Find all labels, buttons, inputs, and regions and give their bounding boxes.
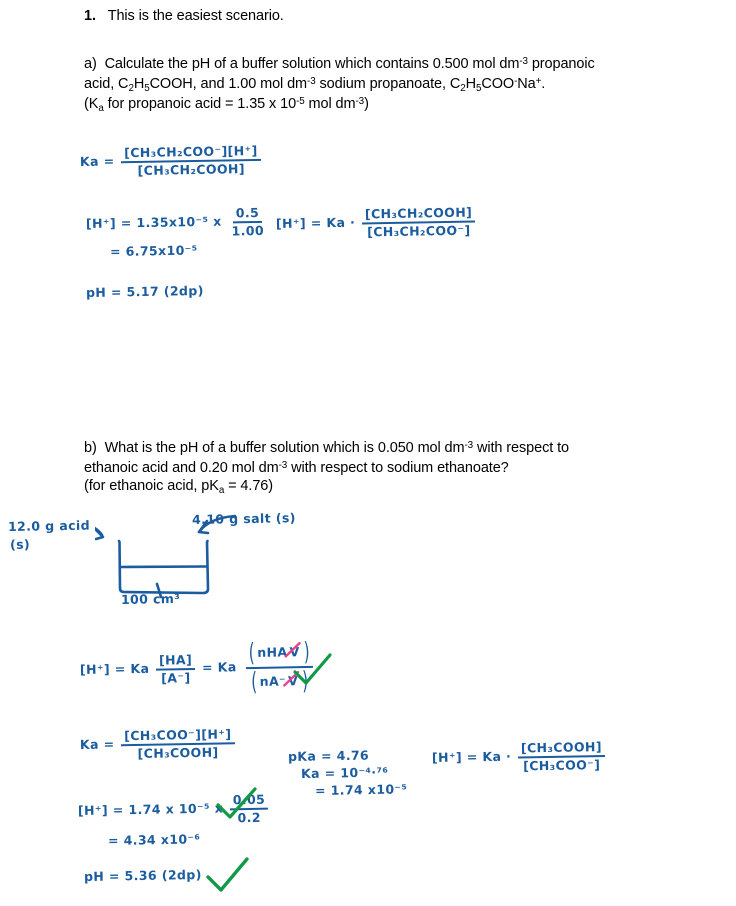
close-paren-icon: ): [303, 636, 310, 667]
diagram-right-label: 4.10 g salt (s): [191, 510, 296, 527]
pb1-sup: -3: [464, 440, 474, 451]
answer-b-right-label: [H⁺] = Ka ·: [431, 748, 512, 765]
pa2-sup3: +: [535, 76, 542, 87]
diagram-left-label-line2: (s): [9, 536, 31, 552]
answer-b-inner-num-div: V: [289, 644, 300, 660]
pa2-e: H: [465, 76, 476, 93]
close-paren-icon-2: ): [301, 665, 309, 695]
answer-a-right-den: [CH₃CH₂COO⁻]: [366, 222, 471, 239]
answer-b-pka-line: pKa = 4.76: [287, 747, 370, 764]
answer-a-h-frac-num: 0.5: [233, 206, 263, 223]
pb2-a: ethanoic acid and 0.20 mol dm: [84, 460, 279, 477]
open-paren-icon: (: [248, 637, 256, 668]
pb2-sup: -3: [278, 460, 288, 471]
answer-a-h-label: [H⁺] = 1.35x10⁻⁵ x: [85, 213, 222, 231]
pb1-b: with respect to: [473, 440, 569, 457]
check-mark-icon-2: [215, 786, 259, 824]
pa3-b: for propanoic acid = 1.35 x 10: [103, 96, 297, 113]
open-paren-icon-2: (: [251, 666, 258, 696]
answer-a-ka-expression: [80, 144, 263, 178]
answer-b-line1-num: [HA]: [156, 653, 195, 670]
answer-b-line1-label: [H⁺] = Ka: [79, 660, 150, 677]
part-a-line1-sup: -3: [519, 56, 528, 67]
check-mark-icon-1: [292, 652, 334, 695]
pa2-sup2: -: [514, 76, 518, 87]
pa3-sub: a: [98, 102, 104, 114]
pa2-sup: -3: [307, 76, 316, 87]
answer-a-ka-numerator: [CH₃CH₂COO⁻][H⁺]: [121, 144, 261, 163]
answer-b-inner-den-div: V: [287, 672, 299, 689]
answer-a-h-frac-den: 1.00: [231, 222, 265, 238]
answer-a-ka-denominator: [CH₃CH₂COOH]: [137, 160, 246, 178]
pa2-s4: 5: [475, 82, 482, 94]
part-a-line-3: [84, 92, 369, 119]
part-b-line-3: [84, 476, 273, 501]
pa2-h: .: [541, 76, 546, 93]
pa3-sup2: -3: [355, 96, 365, 107]
answer-b-line1-equals: =: [201, 659, 214, 675]
pa2-d: sodium propanoate, C: [315, 76, 461, 93]
answer-b-right-expression: [432, 740, 608, 774]
part-a-label: a): [84, 56, 97, 73]
pa2-f: COO: [481, 76, 515, 93]
answer-b-ka-numerator: [CH₃COO⁻][H⁺]: [121, 727, 235, 745]
question-number: 1.: [84, 8, 96, 24]
answer-b-h-frac-num: 0.05: [230, 793, 269, 810]
answer-a-h-calculation: [86, 206, 269, 240]
pa2-s3: 2: [460, 82, 466, 94]
answer-b-ka-power-line: Ka = 10⁻⁴·⁷⁶: [300, 764, 389, 781]
question-title: This is the easiest scenario.: [107, 8, 284, 24]
answer-b-h-result: = 4.34 x10⁻⁶: [107, 831, 201, 848]
answer-b-right-den: [CH₃COO⁻]: [522, 756, 601, 773]
answer-b-inner-num: nHA: [257, 644, 288, 661]
answer-a-ph-result: pH = 5.17 (2dp): [85, 282, 204, 300]
answer-b-ka-label: Ka =: [79, 736, 115, 752]
part-b-line-1: [84, 436, 569, 458]
pa3-sup: -5: [296, 96, 305, 107]
pa3-c: mol dm: [304, 96, 356, 113]
part-b-label: b): [84, 440, 97, 457]
answer-b-ka-denominator: [CH₃COOH]: [137, 744, 219, 761]
pa2-s2: 5: [144, 82, 150, 94]
answer-b-line1-ka: Ka: [217, 659, 237, 675]
question-heading: [84, 6, 284, 26]
pa3-d: ): [364, 96, 369, 113]
answer-b-ka-value-line: = 1.74 x10⁻⁵: [314, 781, 408, 798]
answer-a-right-label: [H⁺] = Ka ·: [275, 214, 356, 231]
pb1-a: What is the pH of a buffer solution which is 0.050 mol dm: [104, 440, 465, 457]
pb3-sub: a: [218, 484, 225, 496]
answer-b-inner-den: nA⁻: [259, 673, 287, 689]
answer-a-h-result: = 6.75x10⁻⁵: [109, 242, 198, 259]
answer-a-right-num: [CH₃CH₂COOH]: [362, 206, 476, 224]
diagram-volume-label: 100 cm³: [120, 590, 181, 607]
pb3-b: = 4.76): [224, 478, 273, 494]
answer-b-general-expression: [79, 636, 318, 696]
pa2-g: Na: [517, 76, 536, 93]
pa3-a: (K: [84, 96, 99, 113]
answer-b-h-label: [H⁺] = 1.74 x 10⁻⁵ x: [77, 800, 224, 818]
answer-b-ka-expression: [80, 727, 237, 761]
answer-b-ph-result: pH = 5.36 (2dp): [83, 866, 202, 884]
pa2-s1: 2: [128, 82, 134, 94]
pa2-b: H: [133, 76, 145, 93]
pb2-b: with respect to sodium ethanoate?: [287, 460, 509, 477]
part-a-line1-text: Calculate the pH of a buffer solution which contains 0.500 mol dm: [104, 56, 520, 73]
part-a-line-1: [84, 52, 595, 74]
check-mark-icon-3: [205, 856, 251, 896]
pa2-c: COOH, and 1.00 mol dm: [149, 76, 308, 93]
answer-b-h-frac-den: 0.2: [237, 809, 262, 825]
answer-b-right-num: [CH₃COOH]: [518, 740, 605, 758]
pa2-a: acid, C: [84, 76, 129, 93]
answer-a-ka-label: Ka =: [79, 153, 115, 169]
pb3-a: (for ethanoic acid, pK: [84, 478, 219, 494]
beaker-diagram: [95, 510, 310, 610]
part-b-line-2: [84, 456, 509, 478]
diagram-left-label-line1: 12.0 g acid: [7, 517, 91, 534]
answer-b-line1-den: [A⁻]: [161, 669, 191, 686]
answer-a-right-expression: [276, 205, 478, 240]
part-a-line1-post: propanoic: [527, 56, 595, 73]
